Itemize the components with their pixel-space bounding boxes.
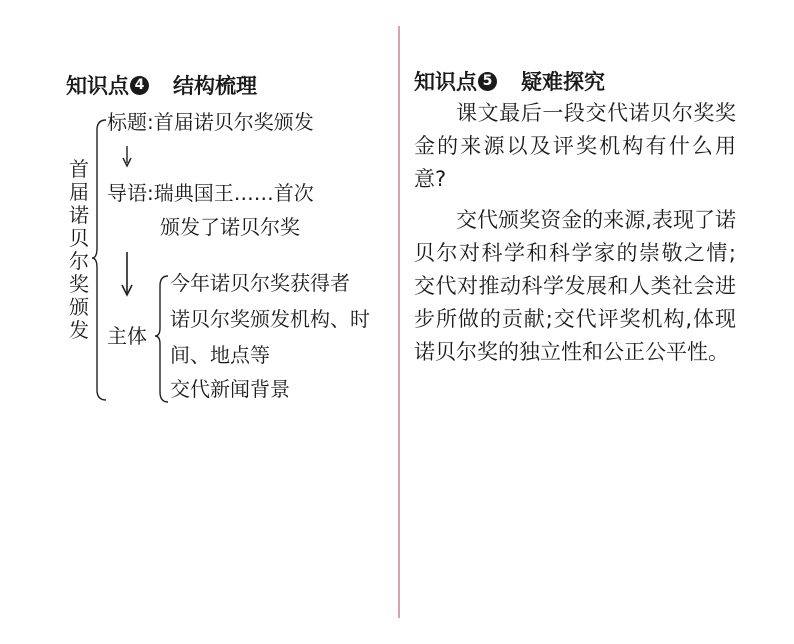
vertical-title: 首届诺贝尔奖颁发 bbox=[69, 157, 89, 342]
heading-title: 疑难探究 bbox=[521, 70, 605, 94]
number-badge-icon: 4 bbox=[130, 76, 149, 95]
title-line: 标题:首届诺贝尔奖颁发 bbox=[107, 110, 314, 134]
number-badge-icon: 5 bbox=[478, 72, 497, 91]
intro-line-1: 导语:瑞典国王……首次 bbox=[107, 181, 314, 205]
inner-bracket bbox=[155, 276, 168, 402]
heading-prefix: 知识点 bbox=[414, 70, 477, 94]
body-item: 交代新闻背景 bbox=[170, 377, 290, 401]
heading-prefix: 知识点 bbox=[66, 74, 129, 98]
intro-line-2: 颁发了诺贝尔奖 bbox=[160, 215, 300, 239]
heading-title: 结构梳理 bbox=[173, 74, 257, 98]
outer-bracket bbox=[92, 120, 106, 400]
body-item: 诺贝尔奖颁发机构、时 bbox=[170, 307, 370, 331]
answer-block bbox=[414, 97, 736, 369]
answer-paragraph: 交代颁奖资金的来源,表现了诺贝尔对科学和科学家的崇敬之情;交代对推动科学发展和人类社会进步所做的贡献;交代评奖机构,体现诺贝尔奖的独立性和公正公平性。 bbox=[414, 208, 736, 364]
body-item: 今年诺贝尔奖获得者 bbox=[170, 271, 350, 295]
question-paragraph: 课文最后一段交代诺贝尔奖奖金的来源以及评奖机构有什么用意? bbox=[414, 101, 736, 191]
body-item: 间、地点等 bbox=[170, 343, 270, 367]
section-heading-inquiry bbox=[414, 66, 605, 96]
body-label: 主体 bbox=[107, 324, 147, 348]
